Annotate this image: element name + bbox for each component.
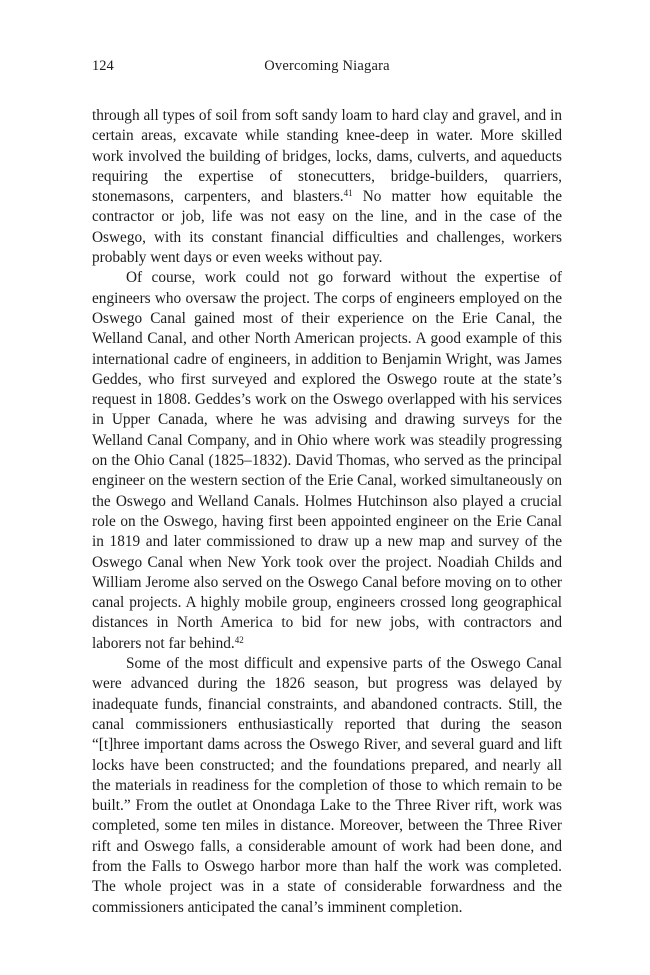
running-title: Overcoming Niagara [264,58,390,74]
paragraph-1 [92,106,562,268]
running-head [92,56,562,76]
paragraph-2 [92,268,562,654]
page-number: 124 [92,58,114,74]
book-page [92,0,562,975]
footnote-ref-41: 41 [343,188,353,199]
body-text [92,106,562,918]
footnote-ref-42: 42 [234,634,244,645]
paragraph-3-text: Some of the most difficult and expensive parts of the Oswego Canal were advanced during the 1826 season, but progress was delayed by inadequate funds, financial constraints, and abandoned contracts. Still, the canal commissioners enthusiastically reported that during the season “[t]hree important dams across the Oswego River, and several guard and lift locks have been constructed; and the foundations prepared, and nearly all the materials in readiness for the completion of those to which remain to be built.” From the outlet at Onondaga Lake to the Three River rift, work was completed, some ten miles in distance. Moreover, between the Three River rift and Oswego falls, a considerable amount of work had been done, and from the Falls to Oswego harbor more than half the work was completed. The whole project was in a state of considerable forwardness and the commissioners anticipated the canal’s imminent completion. [92,655,562,916]
paragraph-1-text: through all types of soil from soft sandy loam to hard clay and gravel, and in certain areas, excavate while standing knee-deep in water. More skilled work involved the building of bridges, locks, dams, culverts, and aqueducts requiring the expertise of stonecutters, bridge-builders, quarriers, stonemasons, carpenters, and blasters. [92,107,562,206]
paragraph-2-text: Of course, work could not go forward without the expertise of engineers who oversaw the project. The corps of engineers employed on the Oswego Canal gained most of their experience on the Erie Canal, the Welland Canal, and other North American projects. A good example of this international cadre of engineers, in addition to Benjamin Wright, was James Geddes, who first surveyed and explored the Oswego route at the state’s request in 1808. Geddes’s work on the Oswego overlapped with his services in Upper Canada, where he was advising and drawing surveys for the Welland Canal Company, and in Ohio where work was steadily progressing on the Ohio Canal (1825–1832). David Thomas, who served as the principal engineer on the western section of the Erie Canal, worked simultaneously on the Oswego and Welland Canals. Holmes Hutchinson also played a crucial role on the Oswego, having first been appointed engineer on the Erie Canal in 1819 and later commissioned to draw up a new map and survey of the Oswego Canal when New York took over the project. Noadiah Childs and William Jerome also served on the Oswego Canal before moving on to other canal projects. A highly mobile group, engineers crossed long geographical distances in North America to bid for new jobs, with contractors and laborers not far behind. [92,269,562,652]
paragraph-3 [92,654,562,918]
paragraph-1-text-continued: No matter how equitable the contractor or job, life was not easy on the line, and in the case of the Oswego, with its constant financial difficulties and challenges, workers probably went days or even weeks without pay. [92,188,562,267]
